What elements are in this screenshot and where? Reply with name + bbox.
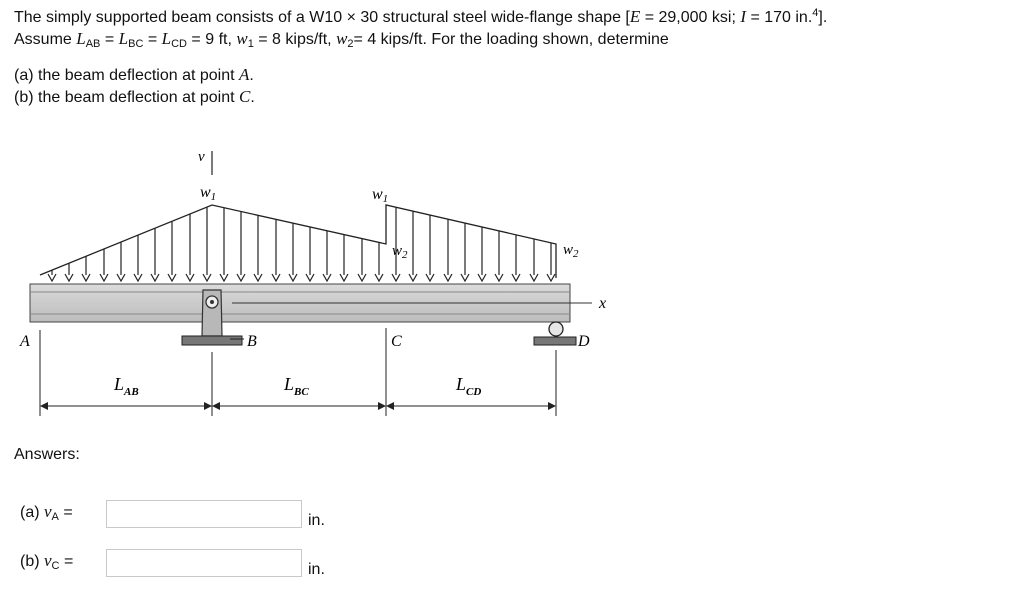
answer-a-label: (a) $v_A$ =: [20, 502, 73, 523]
load-arrow-head: [409, 274, 417, 281]
dim-label-l-bc: $L_{BC}$: [284, 374, 309, 398]
load-arrow-head: [340, 274, 348, 281]
load-arrow-head: [65, 274, 73, 281]
load-arrow-head: [186, 274, 194, 281]
load-outline: [40, 205, 556, 278]
answer-b-input[interactable]: [106, 549, 302, 577]
load-arrow-head: [323, 274, 331, 281]
load-arrows: [48, 207, 555, 281]
answers-title: Answers:: [14, 446, 80, 463]
answer-b-unit: in.: [308, 561, 325, 578]
part-a-text: (a) the beam deflection at point A.: [14, 65, 254, 84]
point-d-label: D: [578, 333, 590, 350]
load-arrow-head: [203, 274, 211, 281]
load-arrow-head: [306, 274, 314, 281]
problem-statement: [14, 6, 1014, 108]
problem-line-2: Assume $L_{AB} = L_{BC} = L_{CD} = 9$ ft, $w_1 = 8$ kips/ft, $w_2= 4$ kips/ft. For the loading shown, determine: [14, 29, 669, 50]
load-arrow-head: [392, 274, 400, 281]
load-arrow-head: [82, 274, 90, 281]
v-axis-label: v: [198, 149, 205, 165]
point-b-label: B: [247, 333, 257, 350]
dim-label-l-ab: $L_{AB}$: [114, 374, 139, 398]
load-arrow-head: [461, 274, 469, 281]
load-arrow-head: [237, 274, 245, 281]
load-arrow-head: [495, 274, 503, 281]
load-arrow-head: [289, 274, 297, 281]
load-arrow-head: [117, 274, 125, 281]
load-arrow-head: [134, 274, 142, 281]
x-axis-label: x: [599, 295, 607, 312]
load-arrow-head: [358, 274, 366, 281]
load-arrow-head: [48, 274, 56, 281]
w1-label-right: w1: [372, 186, 389, 205]
load-arrow-head: [100, 274, 108, 281]
dim-label-l-cd: $L_{CD}$: [456, 374, 482, 398]
answer-a-unit: in.: [308, 512, 325, 529]
answer-a-input[interactable]: [106, 500, 302, 528]
point-a-label: A: [20, 333, 30, 350]
beam-figure: [0, 140, 640, 430]
w1-label-left: w1: [200, 184, 217, 203]
point-c-label: C: [391, 333, 402, 350]
load-arrow-head: [254, 274, 262, 281]
roller-support-d: [534, 322, 576, 345]
load-arrow-head: [444, 274, 452, 281]
distributed-load: [40, 205, 556, 281]
load-arrow-head: [547, 274, 555, 281]
load-arrow-head: [272, 274, 280, 281]
load-arrow-head: [375, 274, 383, 281]
load-arrow-head: [512, 274, 520, 281]
load-arrow-head: [426, 274, 434, 281]
w2-label-mid: $w_2$: [392, 243, 408, 261]
problem-line-1: The simply supported beam consists of a W10 × 30 structural steel wide-flange shape [E = 29,000 ksi; I = 170 in.$^4$].: [14, 7, 828, 26]
load-arrow-head: [151, 274, 159, 281]
load-arrow-head: [478, 274, 486, 281]
load-arrow-head: [220, 274, 228, 281]
answer-b-label: (b) $v_C$ =: [20, 551, 74, 572]
load-arrow-head: [168, 274, 176, 281]
part-b-text: (b) the beam deflection at point C.: [14, 87, 255, 106]
load-arrow-head: [530, 274, 538, 281]
w2-label-right: $w_2$: [563, 242, 579, 260]
